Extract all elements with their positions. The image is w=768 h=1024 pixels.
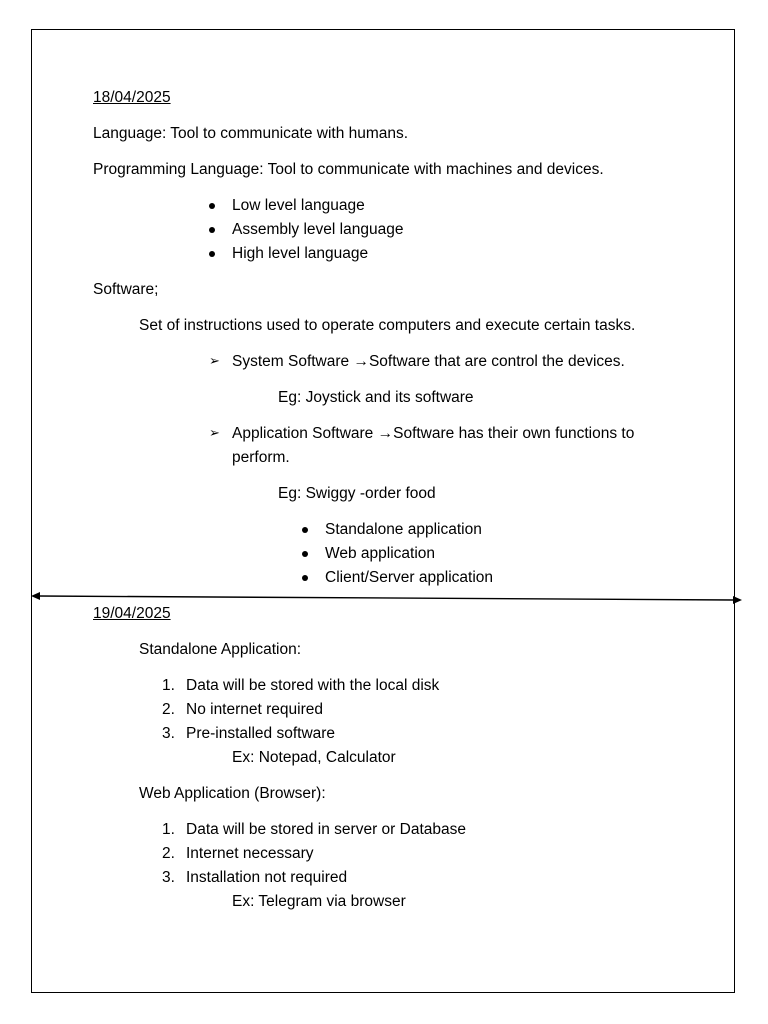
bullet-icon xyxy=(302,527,308,533)
web-application-example: Ex: Telegram via browser xyxy=(232,893,406,910)
list-item: High level language xyxy=(232,245,369,262)
list-number: 2. xyxy=(162,701,175,718)
application-software-item: Application Software →Software has their own functions to xyxy=(232,425,635,442)
list-number: 1. xyxy=(162,677,175,694)
list-item: Internet necessary xyxy=(186,845,314,862)
list-item: Client/Server application xyxy=(325,569,494,586)
list-item: Low level language xyxy=(232,197,365,214)
bullet-icon xyxy=(302,551,308,557)
list-item: Standalone application xyxy=(325,521,482,538)
system-software-item: System Software →Software that are control the devices. xyxy=(232,353,625,370)
standalone-example: Ex: Notepad, Calculator xyxy=(232,749,396,766)
list-number: 1. xyxy=(162,821,175,838)
list-item: Assembly level language xyxy=(232,221,404,238)
list-item: Data will be stored with the local disk xyxy=(186,677,440,694)
list-item: Web application xyxy=(325,545,436,562)
language-definition: Language: Tool to communicate with humans. xyxy=(93,125,409,142)
system-software-example: Eg: Joystick and its software xyxy=(278,389,474,406)
list-number: 3. xyxy=(162,869,175,886)
bullet-icon xyxy=(209,251,215,257)
arrow-bullet-icon: ➢ xyxy=(209,425,220,440)
list-item: Installation not required xyxy=(186,869,348,886)
list-item: No internet required xyxy=(186,701,323,718)
arrow-bullet-icon: ➢ xyxy=(209,353,220,368)
application-software-item-continued: perform. xyxy=(232,449,290,466)
list-item: Pre-installed software xyxy=(186,725,336,742)
date-heading-2: 19/04/2025 xyxy=(93,605,171,622)
programming-language-definition: Programming Language: Tool to communicate with machines and devices. xyxy=(93,161,604,178)
bullet-icon xyxy=(209,203,215,209)
list-number: 2. xyxy=(162,845,175,862)
list-item: Data will be stored in server or Database xyxy=(186,821,466,838)
bullet-icon xyxy=(209,227,215,233)
list-number: 3. xyxy=(162,725,175,742)
application-software-example: Eg: Swiggy -order food xyxy=(278,485,436,502)
software-heading: Software; xyxy=(93,281,159,298)
bullet-icon xyxy=(302,575,308,581)
date-heading-1: 18/04/2025 xyxy=(93,89,171,106)
software-definition: Set of instructions used to operate computers and execute certain tasks. xyxy=(139,317,636,334)
standalone-heading: Standalone Application: xyxy=(139,641,302,658)
web-application-heading: Web Application (Browser): xyxy=(139,785,326,802)
